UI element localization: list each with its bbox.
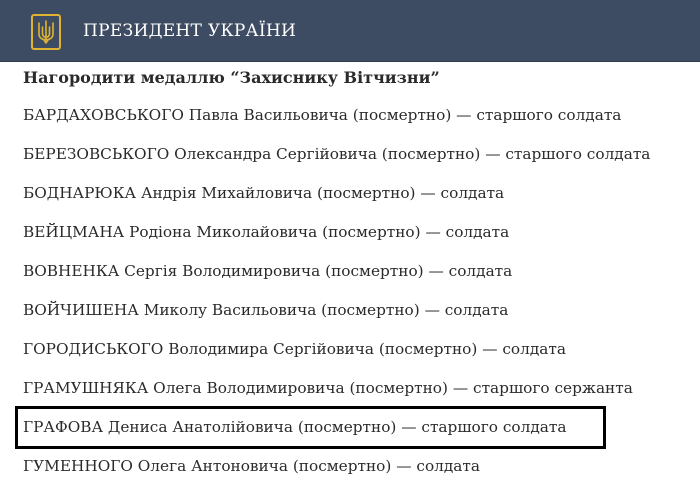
recipient-item: ГОРОДИСЬКОГО Володимира Сергійовича (посмертно) — солдата bbox=[23, 340, 566, 358]
trident-emblem-graphic bbox=[36, 19, 56, 45]
recipient-item: БОДНАРЮКА Андрія Михайловича (посмертно) — солдата bbox=[23, 184, 505, 202]
recipient-item: ВЕЙЦМАНА Родіона Миколайовича (посмертно) — солдата bbox=[23, 223, 510, 241]
recipient-item: ГУМЕННОГО Олега Антоновича (посмертно) — солдата bbox=[23, 457, 480, 475]
trident-emblem-icon[interactable] bbox=[31, 14, 61, 50]
recipient-item: БЕРЕЗОВСЬКОГО Олександра Сергійовича (посмертно) — старшого солдата bbox=[23, 145, 651, 163]
recipient-list bbox=[23, 96, 650, 486]
recipient-item-highlighted: ГРАФОВА Дениса Анатолійовича (посмертно) — старшого солдата bbox=[23, 418, 567, 436]
recipient-item: БАРДАХОВСЬКОГО Павла Васильовича (посмертно) — старшого солдата bbox=[23, 106, 622, 124]
site-header bbox=[0, 0, 700, 62]
recipient-item: ВОВНЕНКА Сергія Володимировича (посмертно) — солдата bbox=[23, 262, 513, 280]
award-heading: Нагородити медаллю “Захиснику Вітчизни” bbox=[23, 68, 440, 87]
site-title[interactable]: ПРЕЗИДЕНТ УКРАЇНИ bbox=[83, 21, 297, 41]
recipient-item: ГРАМУШНЯКА Олега Володимировича (посмертно) — старшого сержанта bbox=[23, 379, 633, 397]
recipient-item: ВОЙЧИШЕНА Миколу Васильовича (посмертно) — солдата bbox=[23, 301, 509, 319]
